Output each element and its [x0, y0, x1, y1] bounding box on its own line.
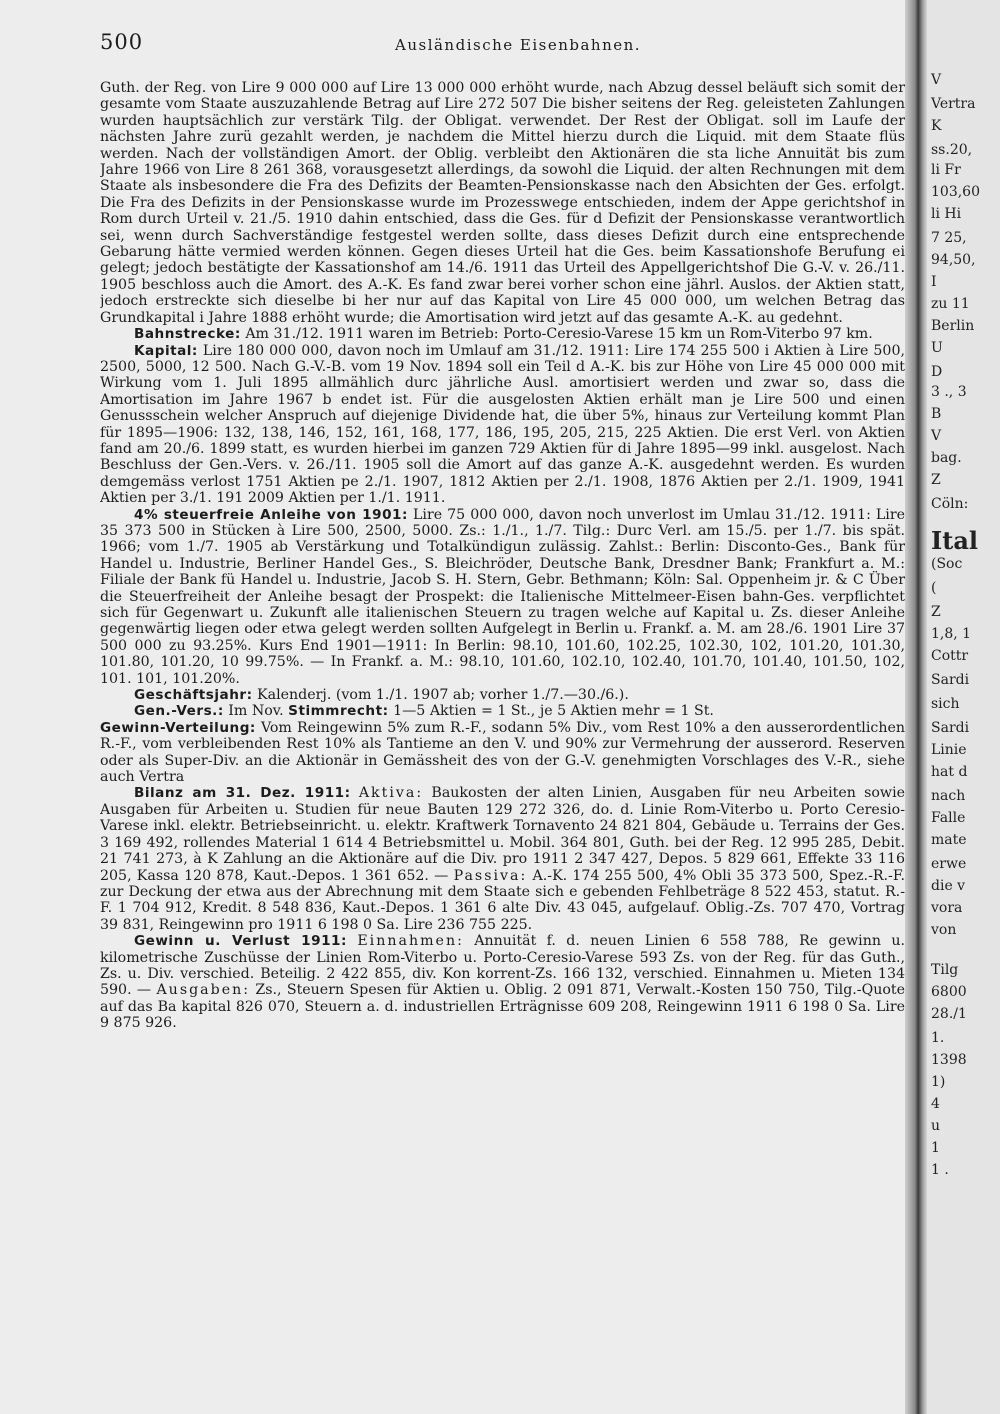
- paragraph-kapital: [100, 343, 905, 507]
- margin-fragment: I: [931, 274, 937, 290]
- margin-fragment: von: [931, 922, 957, 938]
- text-bahnstrecke: Am 31./12. 1911 waren im Betrieb: Porto-Ceresio-Varese 15 km un Rom-Viterbo 97 km.: [245, 326, 873, 343]
- heading-stimmrecht: Stimmrecht:: [288, 703, 389, 720]
- margin-fragment: Z: [931, 472, 941, 488]
- margin-fragment: Linie: [931, 742, 967, 758]
- margin-fragment: 103,60: [931, 184, 980, 200]
- paragraph-gewinnverteilung: [100, 720, 905, 786]
- margin-fragment: die v: [931, 878, 966, 894]
- margin-fragment: Sardi: [931, 672, 970, 688]
- margin-fragment: (: [931, 580, 937, 596]
- heading-geschaeftsjahr: Geschäftsjahr:: [134, 687, 253, 704]
- heading-genvers: Gen.-Vers.:: [134, 703, 224, 720]
- margin-fragment: Cöln:: [931, 496, 969, 512]
- margin-fragment: li Fr: [931, 162, 961, 178]
- paragraph-bahnstrecke: [100, 326, 905, 342]
- text-stimmrecht: 1—5 Aktien = 1 St., je 5 Aktien mehr = 1 St.: [393, 703, 714, 720]
- margin-fragment: Sardi: [931, 720, 970, 736]
- margin-fragment: 6800: [931, 984, 967, 1000]
- paragraph-gewinn-verlust: [100, 933, 905, 1031]
- heading-gewinnverteilung: Gewinn-Verteilung:: [100, 719, 256, 736]
- margin-fragment: 1,8, 1: [931, 626, 972, 642]
- margin-fragment: D: [931, 364, 943, 380]
- margin-fragment: Tilg: [931, 962, 959, 978]
- margin-fragment: erwe: [931, 856, 967, 872]
- margin-fragment: 28./1: [931, 1006, 967, 1022]
- margin-fragment: vora: [931, 900, 963, 916]
- margin-fragment: 1): [931, 1074, 946, 1090]
- text-passiva: A.-K. 174 255 500, 4% Obli 35 373 500, Spez.-R.-F. zur Deckung der etwa aus der Abrechnung mit dem Staate sich e gebenden Fehlbeträge 8 522 453, statut. R.-F. 1 704 912, Kredit. 8 548 836, Kaut.-Depos. 1 361 6 alte Div. 43 045, aufgelauf. Oblig.-Zs. 707 470, Vortrag 39 831, Reingewinn pro 1911 6 198 0 Sa. Lire 236 755 225.: [100, 867, 905, 933]
- heading-anleihe: 4% steuerfreie Anleihe von 1901:: [134, 506, 408, 523]
- margin-fragment: Berlin: [931, 318, 975, 334]
- label-aktiva: Aktiva:: [358, 785, 424, 802]
- margin-fragment: Cottr: [931, 648, 969, 664]
- text-geschaeftsjahr: Kalenderj. (vom 1./1. 1907 ab; vorher 1./7.—30./6.).: [257, 687, 629, 704]
- text-anleihe: Lire 75 000 000, davon noch unverlost im Umlau 31./12. 1911: Lire 35 373 500 in Stücken à Lire 500, 2500, 5000. Zs.: 1./1., 1./7. Tilg.: Durc Verl. am 15./5. per 1./7. bis spät. 1966; vom 1./7. 1905 ab Verstärkung und Totalkündigun zulässig. Zahlst.: Berlin: Disconto-Ges., Bank für Handel u. Industrie, Berliner Handel Ges., S. Bleichröder, Deutsche Bank, Dresdner Bank; Frankfurt a. M.: Filiale der Bank fü Handel u. Industrie, Jacob S. H. Stern, Gebr. Bethmann; Köln: Sal. Oppenheim jr. & C Über die Steuerfreiheit der Anleihe besagt der Prospekt: die Italienische Mittelmeer-Eisen bahn-Ges. verpflichtet sich für Gegenwart u. Zukunft alle italienischen Steuern zu tragen welche auf Kapital u. Zs. dieser Anleihe gegenwärtig liegen oder etwa gelegt werden sollten Aufgelegt in Berlin u. Frankf. a. M. am 28./6. 1901 Lire 37 500 000 zu 93.25%. Kurs End 1901—1911: In Berlin: 98.10, 101.60, 102.25, 102.30, 102, 101.20, 101.30, 101.80, 101.20, 10 99.75%. — In Frankf. a. M.: 98.10, 101.60, 102.10, 102.40, 101.70, 101.40, 101.50, 102, 101. 101, 101.20%.: [100, 506, 905, 687]
- margin-fragment: u: [931, 1118, 941, 1134]
- paragraph-geschaeftsjahr: [100, 687, 905, 703]
- margin-fragment: 7 25,: [931, 230, 967, 246]
- margin-fragment: 1398: [931, 1052, 967, 1068]
- margin-fragment: Vertra: [931, 96, 976, 112]
- text-aktiva: Baukosten der alten Linien, Ausgaben für neu Arbeiten sowie Ausgaben für Arbeiten u. Studien für neue Bauten 129 272 326, do. d. Linie Rom-Viterbo u. Porto Ceresio-Varese inkl. elektr. Betriebseinricht. u. elektr. Kraftwerk Tornavento 24 821 804, Gebäude u. Terrains der Ges. 3 169 492, rollendes Material 1 614 4 Betriebsmittel u. Mobil. 364 801, Guth. bei der Reg. 12 995 285, Debit. 21 741 273, à K Zahlung an die Aktionäre auf die Div. pro 1911 2 347 427, Depos. 5 829 661, Effekte 33 116 205, Kassa 120 878, Kaut.-Depos. 1 361 652. —: [100, 785, 905, 884]
- paragraph-intro: Guth. der Reg. von Lire 9 000 000 auf Lire 13 000 000 erhöht wurde, nach Abzug dessel beläuft sich somit der gesamte vom Staate auszuzahlende Betrag auf Lire 272 507 Die bisher seitens der Reg. geleisteten Zahlungen wurden hauptsächlich zur verstärk Tilg. der Obligat. verwendet. Der Rest der Obligat. soll im Laufe der nächsten Jahre zurü gezahlt werden, je nachdem die Mittel hierzu durch die Liquid. mit dem Staate flüs werden. Nach der vollständigen Amort. der Oblig. verbleibt den Aktionären die sta liche Annuität bis zum Jahre 1966 von Lire 8 261 368, vorausgesetzt allerdings, da sowohl die Liquid. der alten Rechnungen mit dem Staate als insbesondere die Fra des Defizits der Beamten-Pensionskasse nach den Absichten der Ges. erfolgt. Die Fra des Defizits in der Pensionskasse wurde im Prozesswege entschieden, indem der Appe gerichtshof in Rom durch Urteil v. 21./5. 1910 dahin entschied, dass die Ges. für d Defizit der Pensionskasse verantwortlich sei, wenn durch Sachverständige festgestel werden sollte, dass dieses Defizit durch eine entsprechende Gebarung hätte vermied werden können. Gegen dieses Urteil hat die Ges. beim Kassationshofe Berufung ei gelegt; jedoch bestätigte der Kassationshof am 14./6. 1911 das Urteil des Appellgerichtshof Die G.-V. v. 26./11. 1905 beschloss auch die Amort. des A.-K. Es fand zwar berei vorher schon eine jährl. Auslos. der Aktien statt, jedoch erstreckte sich dieselbe bi her nur auf das Kapital von Lire 45 000 000, um welchen Betrag das Grundkapital i Jahre 1888 erhöht wurde; die Amortisation wird jetzt auf das gesamte A.-K. au gedehnt.: [100, 80, 905, 326]
- page-number: 500: [100, 30, 144, 54]
- margin-fragment: 1.: [931, 1030, 945, 1046]
- margin-fragment: (Soc: [931, 556, 963, 572]
- margin-fragment: Z: [931, 604, 941, 620]
- label-ausgaben: Ausgaben:: [156, 982, 251, 999]
- margin-fragment: Falle: [931, 810, 966, 826]
- text-ausgaben: Zs., Steuern Spesen für Aktien u. Oblig. 2 091 871, Verwalt.-Kosten 150 750, Tilg.-Quote auf das Ba kapital 826 070, Steuern a. d. industriellen Erträgnisse 609 208, Reingewinn 1911 6 198 0 Sa. Lire 9 875 926.: [100, 982, 905, 1032]
- margin-fragment: 4: [931, 1096, 940, 1112]
- margin-fragment: ss.20,: [931, 142, 973, 158]
- text-kapital: Lire 180 000 000, davon noch im Umlauf am 31./12. 1911: Lire 174 255 500 i Aktien à Lire 500, 2500, 5000, 12 500. Nach G.-V.-B. vom 19 Nov. 1894 soll ein Teil d A.-K. bis zur Höhe von Lire 45 000 000 mit Wirkung vom 1. Juli 1895 allmählich durc jährliche Ausl. amortisiert werden und zwar so, dass die Amortisation im Jahre 1967 b endet ist. Für die ausgelosten Aktien erhält man je Lire 500 und einen Genussschein welcher Anspruch auf diejenige Dividende hat, die über 5%, hinaus zur Verteilung kommt Plan für 1895—1906: 132, 138, 146, 152, 161, 168, 177, 186, 195, 205, 215, 225 Aktien. Die erst Verl. von Aktien fand am 20./6. 1899 statt, es wurden hierbei im ganzen 729 Aktien für di Jahre 1895—99 inkl. ausgelost. Nach Beschluss der Gen.-Vers. v. 26./11. 1905 soll die Amort auf das ganze A.-K. ausgedehnt werden. Es wurden demgemäss verlost 1751 Aktien pe 2./1. 1907, 1812 Aktien per 2./1. 1908, 1876 Aktien per 2./1. 1909, 1941 Aktien per 3./1. 191 2009 Aktien per 1./1. 1911.: [100, 342, 905, 507]
- text-gewinnverteilung: Vom Reingewinn 5% zum R.-F., sodann 5% Div., vom Rest 10% a den ausserordentlichen R.-F., vom verbleibenden Rest 10% als Tantieme an den V. und 90% zur Vermehrung der ausserord. Reserven oder als Super-Div. an die Aktionär in Gemässheit des von der G.-V. genehmigten Vorschlages des V.-R., siehe auch Vertra: [100, 719, 905, 786]
- margin-fragment: 3 ., 3: [931, 384, 967, 400]
- heading-bilanz: Bilanz am 31. Dez. 1911:: [134, 785, 351, 802]
- paragraph-bilanz: [100, 785, 905, 933]
- margin-fragment: V: [931, 72, 942, 88]
- text-einnahmen: Annuität f. d. neuen Linien 6 558 788, Re gewinn u. kilometrische Zuschüsse der Linien Rom-Viterbo u. Porto-Ceresio-Varese 593 Zs. von der Reg. für das Guth., Zs. u. Div. verschied. Beteilig. 2 422 855, div. Kon korrent-Zs. 166 132, verschied. Einnahmen u. Mieten 134 590. —: [100, 933, 905, 999]
- margin-fragment: li Hi: [931, 206, 962, 222]
- margin-fragment: bag.: [931, 450, 962, 466]
- margin-fragment: B: [931, 406, 942, 422]
- text-genvers: Im Nov.: [228, 703, 284, 720]
- margin-fragment: Ital: [931, 526, 978, 555]
- margin-fragment: nach: [931, 788, 966, 804]
- margin-fragment: sich: [931, 696, 960, 712]
- heading-bahnstrecke: Bahnstrecke:: [134, 326, 241, 343]
- margin-fragment: 1: [931, 1140, 940, 1156]
- margin-fragment: V: [931, 428, 942, 444]
- margin-fragment: 1 .: [931, 1162, 949, 1178]
- heading-gewinn-verlust: Gewinn u. Verlust 1911:: [134, 933, 347, 950]
- book-spine-shadow: [905, 0, 927, 1414]
- label-passiva: Passiva:: [453, 867, 528, 884]
- margin-fragment: 94,50,: [931, 252, 976, 268]
- heading-kapital: Kapital:: [134, 342, 198, 359]
- paragraph-genvers: [100, 703, 905, 719]
- page-body: [100, 80, 905, 1400]
- facing-page-margin: [927, 0, 1000, 1414]
- margin-fragment: hat d: [931, 764, 968, 780]
- margin-fragment: K: [931, 118, 942, 134]
- label-einnahmen: Einnahmen:: [357, 933, 464, 950]
- running-head: Ausländische Eisenbahnen.: [395, 36, 642, 54]
- margin-fragment: U: [931, 340, 943, 356]
- paragraph-anleihe: [100, 507, 905, 687]
- margin-fragment: zu 11: [931, 296, 970, 312]
- margin-fragment: mate: [931, 832, 967, 848]
